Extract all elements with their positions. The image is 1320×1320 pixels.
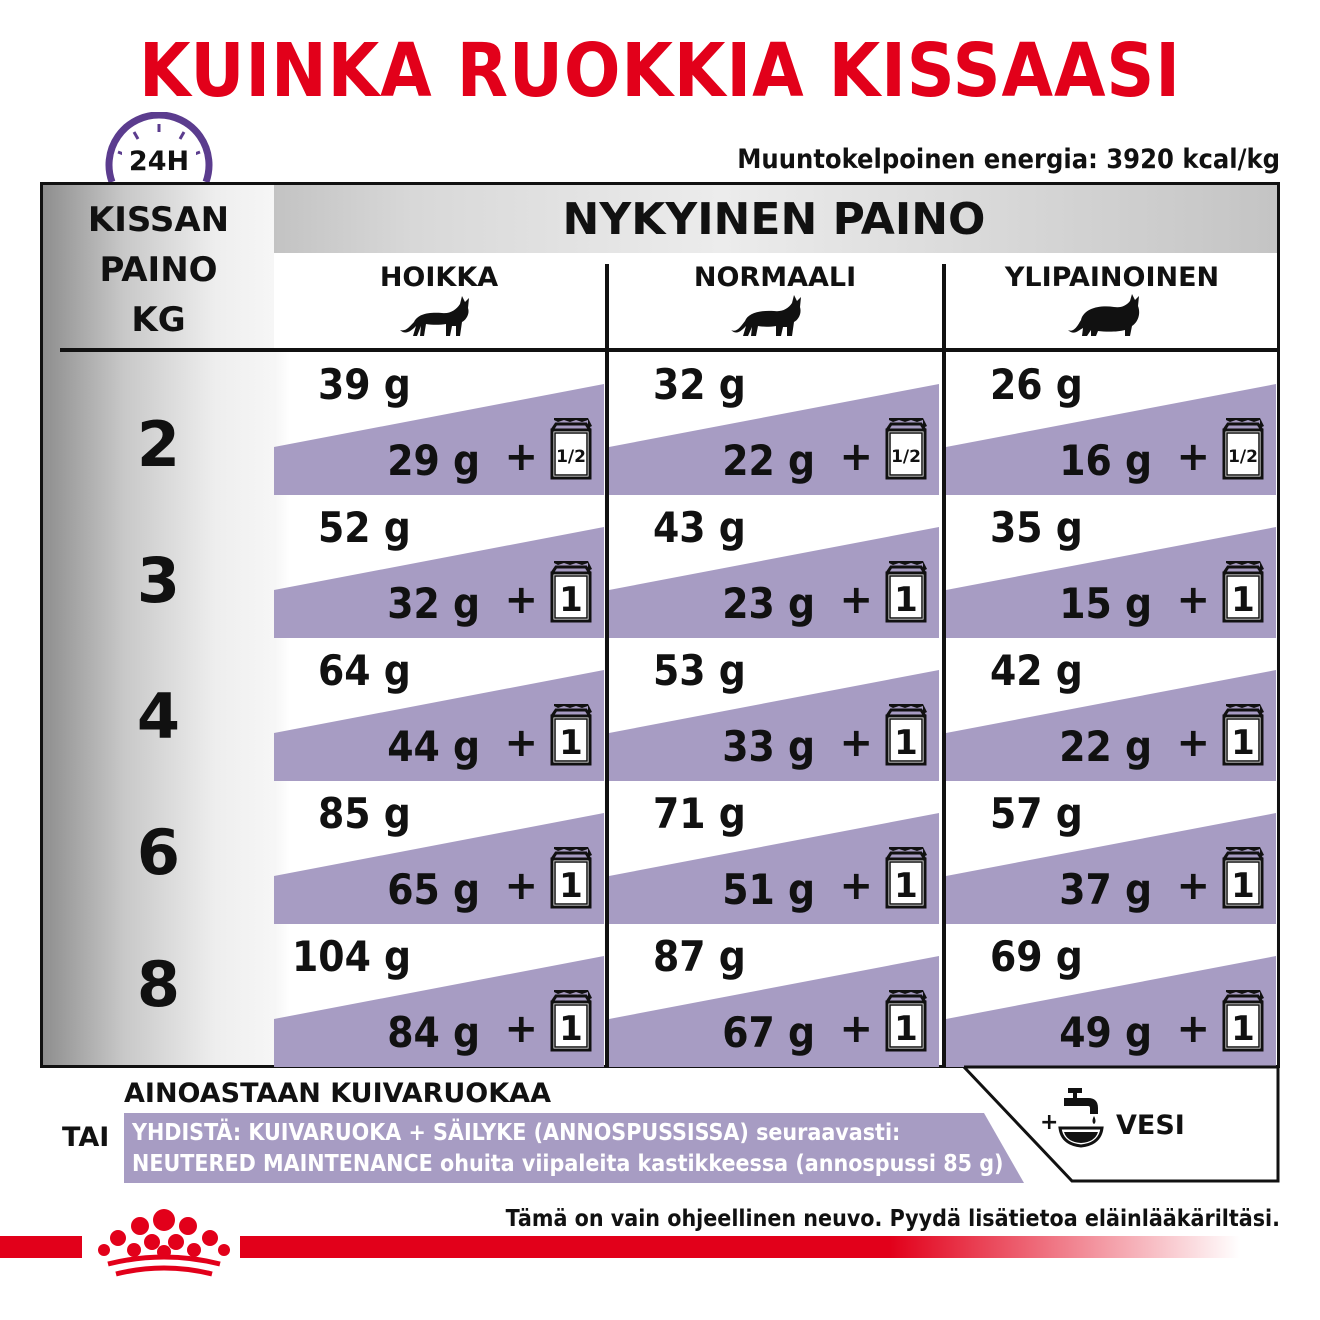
plus-sign: + [504,434,538,480]
pouch-icon [883,702,929,766]
dry-only-amount: 35 g [990,503,1083,552]
pouch-amount: 1/2 [891,447,921,467]
pouch-icon [548,416,594,480]
mixed-dry-amount: 22 g [722,436,815,485]
cell-6kg-normal [609,781,939,924]
current-weight-header: NYKYINEN PAINO [562,194,986,245]
plus-sign: + [1176,434,1210,480]
column-header-slim: HOIKKA [379,262,499,293]
pouch-icon [883,988,929,1052]
plus-sign: + [1176,1006,1210,1052]
cell-2kg-normal [609,352,939,495]
crown-logo-icon [94,1206,234,1282]
mixed-dry-amount: 15 g [1059,579,1152,628]
mixed-dry-amount: 37 g [1059,865,1152,914]
dry-only-amount: 32 g [653,360,746,409]
dry-only-amount: 64 g [318,646,411,695]
dry-only-amount: 57 g [990,789,1083,838]
mixed-dry-amount: 49 g [1059,1008,1152,1057]
cat-weight-4: 4 [136,680,181,753]
dry-only-amount: 87 g [653,932,746,981]
pouch-amount: 1 [559,1009,583,1049]
water-label: VESI [1116,1110,1185,1141]
cell-4kg-slim [274,638,604,781]
pouch-amount: 1 [894,580,918,620]
pouch-amount: 1 [1231,580,1255,620]
cell-3kg-overweight [946,495,1276,638]
cell-8kg-normal [609,924,939,1067]
pouch-icon [883,845,929,909]
dry-only-amount: 39 g [318,360,411,409]
pouch-amount: 1/2 [1228,447,1258,467]
plus-sign: + [839,434,873,480]
pouch-icon [548,559,594,623]
dry-only-amount: 43 g [653,503,746,552]
dry-only-amount: 69 g [990,932,1083,981]
plus-sign: + [839,863,873,909]
or-label: TAI [62,1122,110,1153]
mixed-dry-amount: 22 g [1059,722,1152,771]
mixed-dry-amount: 23 g [722,579,815,628]
page-title: KUINKA RUOKKIA KISSAASI [139,28,1181,114]
mixed-dry-amount: 16 g [1059,436,1152,485]
mixed-dry-amount: 32 g [387,579,480,628]
plus-sign: + [504,863,538,909]
plus-sign: + [1176,577,1210,623]
plus-sign: + [839,577,873,623]
pouch-icon [548,845,594,909]
pouch-amount: 1 [559,580,583,620]
pouch-amount: 1/2 [556,447,586,467]
pouch-amount: 1 [894,1009,918,1049]
dry-only-amount: 71 g [653,789,746,838]
plus-sign: + [504,720,538,766]
pouch-amount: 1 [1231,723,1255,763]
cell-2kg-slim [274,352,604,495]
cell-4kg-overweight [946,638,1276,781]
cat-weight-8: 8 [136,948,181,1021]
cell-8kg-overweight [946,924,1276,1067]
pouch-amount: 1 [894,723,918,763]
plus-sign: + [504,1006,538,1052]
mixed-dry-amount: 33 g [722,722,815,771]
pouch-icon [1220,988,1266,1052]
plus-sign: + [504,577,538,623]
clock-icon [104,112,214,186]
cat-overweight-icon [1066,292,1146,340]
combine-line-2: NEUTERED MAINTENANCE ohuita viipaleita kastikkeessa (annospussi 85 g) [132,1151,1004,1177]
cell-3kg-slim [274,495,604,638]
cell-4kg-normal [609,638,939,781]
cat-normal-icon [728,292,808,340]
dry-only-amount: 52 g [318,503,411,552]
dry-only-amount: 42 g [990,646,1083,695]
pouch-amount: 1 [1231,866,1255,906]
pouch-icon [548,988,594,1052]
plus-sign: + [839,1006,873,1052]
mixed-dry-amount: 65 g [387,865,480,914]
left-header-line-2: PAINO [99,250,218,290]
cat-weight-2: 2 [136,408,181,481]
pouch-icon [1220,845,1266,909]
plus-sign: + [839,720,873,766]
cat-weight-3: 3 [136,544,181,617]
left-header-line-3: KG [131,300,186,340]
pouch-amount: 1 [1231,1009,1255,1049]
pouch-icon [1220,559,1266,623]
mixed-dry-amount: 29 g [387,436,480,485]
pouch-amount: 1 [559,866,583,906]
footer-red-line-left [0,1236,82,1258]
mixed-dry-amount: 44 g [387,722,480,771]
energy-info: Muuntokelpoinen energia: 3920 kcal/kg [737,144,1280,175]
cell-6kg-slim [274,781,604,924]
footer-red-line-right [240,1236,1240,1258]
clock-label: 24H [128,146,190,177]
cat-weight-6: 6 [136,816,181,889]
column-header-normal: NORMAALI [693,262,857,293]
dry-only-amount: 26 g [990,360,1083,409]
water-tap-bowl-icon [1058,1084,1106,1154]
pouch-icon [1220,416,1266,480]
plus-sign: + [1176,720,1210,766]
dry-only-amount: 85 g [318,789,411,838]
cell-3kg-normal [609,495,939,638]
mixed-dry-amount: 67 g [722,1008,815,1057]
dry-only-label: AINOASTAAN KUIVARUOKAA [124,1078,551,1109]
water-plus: + [1040,1110,1059,1135]
dry-only-amount: 104 g [292,932,412,981]
cat-slim-icon [396,292,476,340]
left-header-line-1: KISSAN [87,200,230,240]
pouch-amount: 1 [559,723,583,763]
pouch-icon [548,702,594,766]
dry-only-amount: 53 g [653,646,746,695]
disclaimer: Tämä on vain ohjeellinen neuvo. Pyydä lisätietoa eläinlääkäriltäsi. [505,1206,1280,1232]
pouch-icon [883,416,929,480]
pouch-icon [1220,702,1266,766]
pouch-amount: 1 [894,866,918,906]
cell-6kg-overweight [946,781,1276,924]
mixed-dry-amount: 84 g [387,1008,480,1057]
cell-8kg-slim [274,924,604,1067]
plus-sign: + [1176,863,1210,909]
mixed-dry-amount: 51 g [722,865,815,914]
pouch-icon [883,559,929,623]
cell-2kg-overweight [946,352,1276,495]
combine-line-1: YHDISTÄ: KUIVARUOKA + SÄILYKE (ANNOSPUSSISSA) seuraavasti: [132,1120,901,1146]
column-header-overweight: YLIPAINOINEN [1004,262,1220,293]
